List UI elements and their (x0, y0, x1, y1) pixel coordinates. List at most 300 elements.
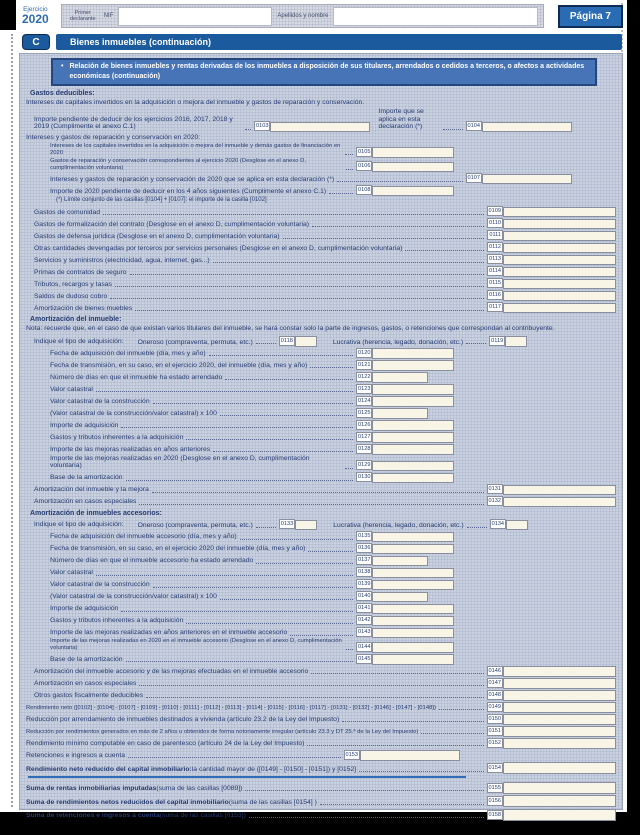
casilla-number: 0142 (358, 617, 371, 624)
field-label: Importe de las mejoras realizadas en años anteriores (50, 445, 211, 453)
form-body (19, 53, 623, 819)
dotted-leader (466, 343, 486, 344)
dotted-leader (307, 745, 483, 746)
casilla-group (356, 567, 460, 578)
dotted-leader (220, 599, 353, 600)
casilla-number: 0154 (488, 765, 501, 772)
field-label: (Valor catastral de la construcción/valor catastral) x 100 (50, 593, 217, 601)
casilla-number: 0122 (358, 373, 371, 380)
group-heading: Gastos deducibles: (30, 89, 95, 97)
group-heading: Amortización del inmueble: (30, 316, 122, 324)
casilla-number: 0118 (280, 337, 293, 344)
option-label-oneroso: Oneroso (compraventa, permuta, etc.) (137, 522, 253, 530)
casilla-number: 0144 (358, 643, 371, 650)
casilla-number: 0139 (358, 581, 371, 588)
casilla-number: 0115 (488, 280, 501, 287)
dotted-leader (225, 379, 353, 380)
dotted-leader (213, 451, 353, 452)
dotted-leader (121, 427, 353, 428)
field-label: Gastos y tributos inherentes a la adquisición (50, 617, 184, 625)
casilla-input-0105[interactable] (372, 147, 454, 158)
form-row (50, 638, 616, 653)
casilla-input-0131[interactable] (503, 485, 616, 496)
page-edge-right (627, 0, 640, 835)
field-label: Fecha de adquisición del inmueble (día, mes y año) (50, 349, 206, 357)
field-label: la cantidad mayor de ([0149] - [0150] - [0151]) y [0152] (191, 765, 357, 773)
casilla-number: 0134 (491, 521, 505, 528)
casilla-number: 0158 (488, 811, 501, 818)
casilla-group (254, 121, 370, 132)
casilla-input-0143[interactable] (372, 628, 454, 639)
page-header (22, 2, 623, 30)
casilla-number: 0152 (488, 739, 501, 746)
form-row (50, 578, 616, 590)
casilla-group (356, 615, 460, 626)
form-row (50, 614, 616, 626)
casilla-input-0150[interactable] (503, 714, 616, 725)
form-row (34, 665, 616, 677)
apellidos-input[interactable] (333, 7, 537, 26)
dotted-leader (139, 685, 483, 686)
dotted-leader (256, 343, 276, 344)
form-row (50, 143, 616, 158)
casilla-input-0129[interactable] (372, 461, 454, 472)
form-row (34, 677, 616, 689)
form-row (34, 241, 616, 253)
group-heading: Amortización de inmuebles accesorios: (30, 510, 162, 518)
option-label-lucrativa: Lucrativa (herencia, legado, donación, etc.) (332, 338, 464, 346)
casilla-number: 0133 (280, 521, 294, 528)
form-row (34, 689, 616, 701)
casilla-input-0133[interactable] (295, 520, 317, 531)
form-row (50, 626, 616, 638)
casilla-number: 0145 (358, 655, 371, 662)
casilla-input-0119[interactable] (505, 336, 527, 347)
casilla-input-0125[interactable] (372, 408, 428, 419)
dotted-leader (128, 757, 341, 758)
casilla-number: 0111 (489, 232, 501, 239)
nif-input[interactable] (118, 7, 272, 26)
footnote-text: (*) Límite conjunto de las casillas [0104] + [0107]: el importe de la casilla [0102] (56, 197, 267, 204)
form-row (50, 554, 616, 566)
form-row (26, 761, 616, 775)
form-row (26, 725, 616, 737)
casilla-input-0126[interactable] (372, 420, 454, 431)
form-rows (25, 90, 617, 821)
form-row (34, 229, 616, 241)
casilla-input-0139[interactable] (372, 580, 454, 591)
dotted-leader (153, 587, 353, 588)
form-row (34, 253, 616, 265)
casilla-input-0138[interactable] (372, 568, 454, 579)
form-row (50, 395, 616, 407)
field-label: Intereses y gastos de reparación y conservación de 2020 que se aplica en esta declaración (*) (50, 175, 335, 183)
casilla-input-0107[interactable] (482, 174, 572, 185)
page-corner-black (0, 0, 16, 30)
field-label: Importe de adquisición (50, 421, 119, 429)
casilla-number: 0108 (358, 187, 371, 194)
field-label: Amortización en casos especiales (34, 498, 137, 506)
casilla-input-0116[interactable] (503, 291, 616, 302)
section-title-bar: Bienes inmuebles (continuación) (56, 34, 622, 50)
casilla-group (356, 372, 460, 383)
section-letter-badge: C (22, 34, 50, 50)
field-label: Gastos de formalización del contrato (Desglose en el anexo D, cumplimentación voluntaria) (34, 220, 310, 228)
casilla-number: 0116 (488, 292, 501, 299)
casilla-number: 0110 (488, 220, 501, 227)
casilla-input-0103[interactable] (270, 122, 370, 133)
casilla-number: 0124 (358, 397, 371, 404)
casilla-number: 0121 (358, 361, 371, 368)
casilla-number: 0129 (358, 462, 371, 469)
casilla-group (356, 360, 460, 371)
form-row (50, 158, 616, 173)
casilla-input-0118[interactable] (295, 336, 317, 347)
dotted-leader (256, 563, 353, 564)
dotted-leader (209, 355, 353, 356)
casilla-group (356, 444, 460, 455)
casilla-input-0128[interactable] (372, 444, 454, 455)
casilla-number: 0123 (358, 385, 371, 392)
field-label: Servicios y suministros (electricidad, agua, internet, gas...) (34, 256, 210, 264)
casilla-number: 0150 (488, 715, 501, 722)
field-label: Primas de contratos de seguro (34, 268, 127, 276)
casilla-number: 0120 (358, 349, 371, 356)
form-row (50, 431, 616, 443)
form-row (50, 383, 616, 395)
casilla-group (356, 654, 460, 665)
field-label: Gastos de defensa jurídica (Desglose en el anexo D, cumplimentación voluntaria) (34, 232, 280, 240)
casilla-input-0134[interactable] (506, 520, 528, 531)
field-label: Amortización del inmueble accesorio y de las mejoras efectuadas en el inmueble accesorio (34, 668, 309, 675)
casilla-input-0158[interactable] (503, 809, 616, 821)
field-label: (suma de las casillas [0153]) (159, 812, 246, 819)
subsection-title: Relación de bienes inmuebles y rentas derivadas de los inmuebles a disposición de sus titulares, arrendados o cedidos a terceros, o afectos a actividades económicas (continuación) (69, 63, 585, 80)
casilla-group (356, 531, 460, 542)
casilla-input-0127[interactable] (372, 432, 454, 443)
field-label: Base de la amortización (50, 656, 123, 663)
field-label: (suma de las casillas [0154] ) (228, 798, 317, 806)
dotted-leader (320, 804, 484, 805)
dotted-leader (256, 527, 276, 528)
section-header (22, 34, 622, 50)
nif-label: NIF (103, 13, 114, 19)
field-label: Importe de adquisición (50, 605, 119, 613)
casilla-input-0108[interactable] (372, 186, 454, 197)
form-row (34, 495, 616, 507)
casilla-number: 0136 (358, 545, 371, 552)
form-row (34, 483, 616, 495)
casilla-number: 0141 (358, 605, 371, 612)
casilla-input-0117[interactable] (503, 303, 616, 314)
form-row (34, 301, 616, 313)
dotted-leader (153, 403, 353, 404)
casilla-number: 0153 (345, 751, 358, 758)
casilla-input-0113[interactable] (503, 255, 616, 266)
field-label: Rendimiento mínimo computable en caso de parentesco (artículo 24 de la Ley del Impuesto) (26, 740, 305, 747)
form-row (50, 407, 616, 419)
casilla-number: 0103 (256, 123, 269, 130)
dotted-leader (342, 721, 483, 722)
casilla-group (356, 579, 460, 590)
field-label: Base de la amortización (50, 474, 123, 482)
form-row (34, 205, 616, 217)
ejercicio-block (22, 7, 49, 26)
casilla-input-0104[interactable] (482, 122, 572, 133)
form-row (26, 749, 616, 761)
field-label: Amortización del inmueble y la mejora (34, 486, 149, 494)
form-row (34, 277, 616, 289)
form-row (26, 737, 616, 749)
casilla-input-0132[interactable] (503, 497, 616, 508)
dotted-leader (152, 492, 484, 493)
casilla-input-0155[interactable] (503, 782, 616, 794)
casilla-group (356, 642, 460, 653)
form-row (50, 172, 616, 184)
dotted-leader (439, 709, 484, 710)
casilla-input-0114[interactable] (503, 267, 616, 278)
form-row (50, 184, 616, 196)
casilla-number: 0151 (488, 727, 501, 734)
dotted-leader (130, 274, 484, 275)
casilla-number: 0140 (358, 593, 371, 600)
casilla-input-0149[interactable] (503, 702, 616, 713)
casilla-input-0147[interactable] (503, 678, 616, 689)
dotted-leader (359, 771, 483, 772)
casilla-number: 0109 (488, 208, 501, 215)
field-label: Indique el tipo de adquisición: (34, 521, 124, 529)
casilla-input-0141[interactable] (372, 604, 454, 615)
form-row (50, 443, 616, 455)
dotted-leader (421, 733, 483, 734)
casilla-group (356, 420, 460, 431)
casilla-number: 0143 (358, 629, 371, 636)
field-label: Fecha de adquisición del inmueble accesorio (día, mes y año) (50, 533, 237, 541)
form-row (26, 794, 616, 808)
casilla-number: 0146 (488, 667, 501, 674)
form-row (50, 455, 616, 472)
field-label: Gastos de reparación y conservación correspondientes al ejercicio 2020 (Desglose en el anexo D, cumplimentación voluntaria) (50, 157, 307, 171)
acquisition-type-row (34, 518, 616, 530)
casilla-number: 0138 (358, 569, 371, 576)
dotted-leader (311, 673, 483, 674)
form-row (50, 602, 616, 614)
form-row (34, 217, 616, 229)
field-label: Saldos de dudoso cobro (34, 292, 108, 300)
casilla-group (356, 185, 460, 196)
casilla-number: 0126 (358, 421, 371, 428)
field-label: Valor catastral de la construcción (50, 581, 150, 589)
casilla-number: 0156 (488, 798, 501, 805)
casilla-group (356, 432, 460, 443)
dotted-leader (139, 504, 483, 505)
dotted-leader (329, 193, 353, 194)
casilla-input-0136[interactable] (372, 544, 454, 555)
casilla-group (356, 348, 460, 359)
field-label: (suma de las casillas [0089]) (156, 785, 243, 792)
casilla-input-0121[interactable] (372, 360, 454, 371)
field-label: Número de días en que el inmueble ha estado arrendado (50, 373, 223, 381)
casilla-input-0144[interactable] (372, 642, 454, 653)
field-label: Importe que se aplica en esta declaración (*) (378, 107, 424, 131)
casilla-group (356, 161, 460, 172)
field-label: Otros gastos fiscalmente deducibles (34, 692, 144, 699)
casilla-input-0109[interactable] (503, 207, 616, 218)
casilla-input-0122[interactable] (372, 372, 428, 383)
ejercicio-year: 2020 (22, 12, 49, 27)
field-label-bold: Rendimiento neto reducido del capital inmobiliario: (26, 765, 192, 773)
casilla-number: 0149 (488, 703, 501, 710)
field-label: Reducción por arrendamiento de inmuebles destinados a vivienda (artículo 23.2 de la Ley del Impuesto) (26, 716, 340, 723)
form-row (50, 359, 616, 371)
form-row (34, 265, 616, 277)
field-label: Importe de las mejoras realizadas en años anteriores en el inmueble accesorio (50, 629, 288, 637)
casilla-input-0148[interactable] (503, 690, 616, 701)
acquisition-type-row (34, 335, 616, 347)
form-row (50, 590, 616, 602)
casilla-group (356, 147, 460, 158)
field-label: Intereses de los capitales invertidos en la adquisición o mejora del inmueble y demás gastos de financiación en 2020 (50, 143, 341, 157)
casilla-input-0142[interactable] (372, 616, 454, 627)
dotted-leader (213, 262, 484, 263)
casilla-input-0120[interactable] (372, 348, 454, 359)
casilla-input-0130[interactable] (372, 473, 454, 484)
field-label: Fecha de transmisión, en su caso, en el ejercicio 2020 del inmueble (día, mes y año) (50, 545, 306, 553)
dotted-leader (283, 238, 485, 239)
casilla-number: 0107 (467, 175, 480, 182)
casilla-number: 0113 (488, 256, 501, 263)
casilla-number: 0130 (358, 474, 371, 481)
form-row (34, 108, 616, 132)
form-row (50, 419, 616, 431)
casilla-number: 0148 (488, 691, 501, 698)
option-label-oneroso: Oneroso (compraventa, permuta, etc.) (137, 338, 253, 346)
dotted-leader (345, 154, 353, 155)
casilla-input-0154[interactable] (503, 762, 616, 774)
field-label: Gastos de comunidad (34, 208, 101, 216)
casilla-input-0152[interactable] (503, 738, 616, 749)
dotted-leader (126, 480, 353, 481)
dotted-leader (110, 298, 484, 299)
casilla-input-0115[interactable] (503, 279, 616, 290)
dotted-leader (96, 391, 353, 392)
dotted-leader (245, 129, 251, 130)
apellidos-label: Apellidos y nombre (277, 13, 329, 19)
form-row (26, 701, 616, 713)
casilla-group (356, 408, 460, 419)
field-label: Importe de 2020 pendiente de deducir en los 4 años siguientes (Cumplimente el anexo C.1) (50, 187, 327, 195)
field-label: (Valor catastral de la construcción/valor catastral) x 100 (50, 409, 217, 417)
casilla-input-0135[interactable] (372, 532, 454, 543)
note-text: Nota: recuerde que, en el caso de que existan varios titulares del inmueble, se hará constar solo la parte de ingresos, gastos, o retenciones que correspondan al contribuyente. (26, 325, 555, 333)
dotted-leader (115, 286, 484, 287)
form-row (50, 653, 616, 665)
form-row (26, 713, 616, 725)
form-row (50, 471, 616, 483)
static-text: Intereses de capitales invertidos en la adquisición o mejora del inmueble y gastos de reparación y conservación. (26, 98, 365, 106)
casilla-number: 0137 (358, 557, 371, 564)
casilla-group (356, 603, 460, 614)
dotted-leader (249, 817, 484, 818)
casilla-number: 0127 (358, 433, 371, 440)
dotted-leader (186, 439, 353, 440)
casilla-input-0145[interactable] (372, 654, 454, 665)
casilla-group (356, 543, 460, 554)
field-label: Amortización de bienes muebles (34, 304, 133, 312)
casilla-number: 0128 (358, 445, 371, 452)
casilla-input-0137[interactable] (372, 556, 428, 567)
dotted-leader (443, 129, 463, 130)
casilla-input-0111[interactable] (503, 231, 616, 242)
casilla-input-0106[interactable] (372, 162, 454, 173)
field-label-bold: Suma de retenciones e ingresos a cuenta (26, 812, 160, 819)
casilla-number: 0104 (467, 123, 480, 130)
bullet-icon: • (61, 63, 64, 70)
casilla-group (356, 472, 460, 483)
casilla-group (356, 396, 460, 407)
casilla-number: 0119 (491, 337, 504, 344)
dotted-leader (346, 649, 353, 650)
form-row (34, 289, 616, 301)
casilla-input-0124[interactable] (372, 396, 454, 407)
field-label: Amortización en casos especiales (34, 680, 137, 687)
casilla-number: 0132 (488, 498, 501, 505)
declarant-label: Primer declarante (69, 9, 96, 22)
field-label-bold: Suma de rentas inmobiliarias imputadas (26, 785, 157, 792)
dotted-leader (186, 623, 353, 624)
casilla-group (356, 591, 460, 602)
casilla-input-0112[interactable] (503, 243, 616, 254)
option-label-lucrativa: Lucrativa (herencia, legado, donación, etc.) (333, 522, 464, 530)
casilla-input-0151[interactable] (503, 726, 616, 737)
casilla-number: 0114 (488, 268, 501, 275)
casilla-group (344, 750, 460, 761)
casilla-number: 0147 (488, 679, 501, 686)
casilla-group (356, 627, 460, 638)
dotted-leader (310, 367, 353, 368)
casilla-group (356, 460, 460, 471)
dotted-leader (405, 250, 484, 251)
casilla-number: 0131 (488, 486, 501, 493)
declarant-panel (61, 4, 544, 28)
field-label: Importe de las mejoras realizadas en 2020 (Desglose en el anexo D, cumplimentación voluntaria) (50, 454, 310, 470)
casilla-input-0140[interactable] (372, 592, 428, 603)
dotted-leader (312, 226, 484, 227)
casilla-input-0146[interactable] (503, 666, 616, 677)
form-row (26, 807, 616, 821)
separator-line (28, 776, 466, 778)
field-label: Rendimiento neto ([0102] - [0104] - [0107] - [0109] - [0110] - [0111] - [0112] - [0113] - [0114] - [0115] - [0116] - [0117] - [0131] - [0132] - [0146] - [0147] - [0148]) (26, 705, 436, 712)
dotted-leader (290, 635, 353, 636)
dotted-leader (337, 181, 462, 182)
dotted-leader (346, 169, 353, 170)
form-row (26, 780, 616, 794)
dotted-leader (220, 415, 353, 416)
casilla-input-0153[interactable] (360, 750, 460, 761)
field-label: Gastos y tributos inherentes a la adquisición (50, 433, 184, 441)
casilla-input-0123[interactable] (372, 384, 454, 395)
subsection-banner (51, 58, 597, 86)
casilla-input-0110[interactable] (503, 219, 616, 230)
field-label: Valor catastral (50, 569, 93, 577)
dotted-leader (146, 697, 483, 698)
perforation-left (11, 34, 13, 807)
casilla-input-0156[interactable] (503, 795, 616, 807)
casilla-group (356, 384, 460, 395)
casilla-group (356, 555, 460, 566)
ejercicio-label: Ejercicio (23, 5, 48, 13)
field-label: Otras cantidades devengadas por terceros por servicios personales (Desglose en el anexo D, cumplimentación voluntaria) (34, 244, 403, 252)
